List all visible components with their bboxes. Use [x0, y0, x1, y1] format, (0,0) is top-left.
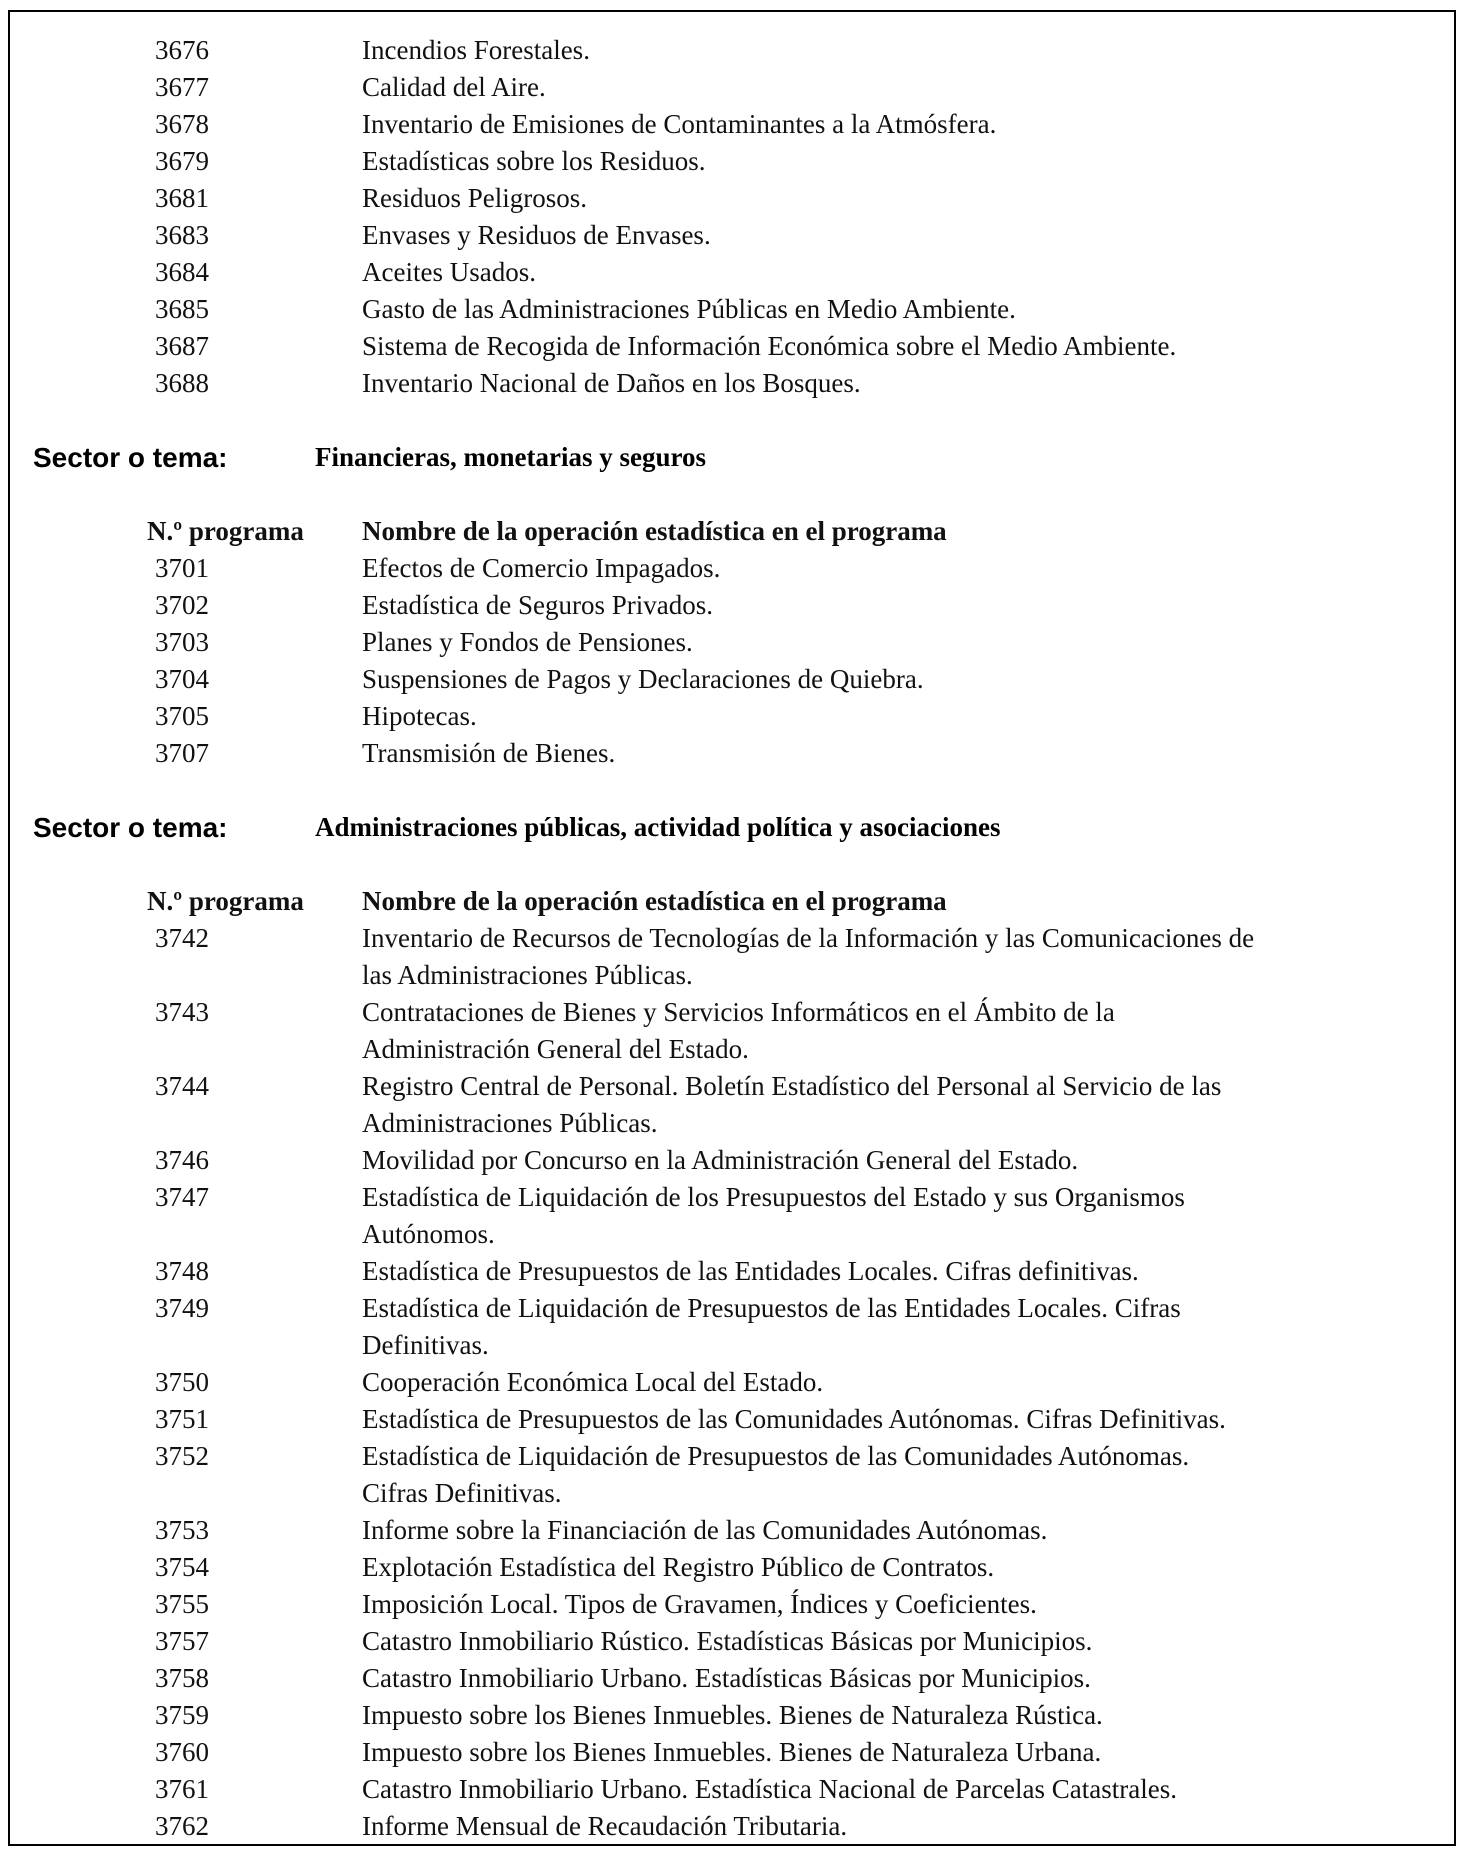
program-name: Incendios Forestales. — [362, 35, 590, 65]
program-number: 3704 — [155, 664, 209, 694]
program-number: 3762 — [155, 1811, 209, 1841]
program-name: Inventario Nacional de Daños en los Bosques. — [362, 368, 861, 398]
program-number: 3683 — [155, 220, 209, 250]
program-name: Registro Central de Personal. Boletín Estadístico del Personal al Servicio de las — [362, 1071, 1222, 1101]
program-number: 3702 — [155, 590, 209, 620]
program-name: Calidad del Aire. — [362, 72, 546, 102]
program-name: Informe sobre la Financiación de las Comunidades Autónomas. — [362, 1515, 1048, 1545]
program-number: 3760 — [155, 1737, 209, 1767]
program-name: Explotación Estadística del Registro Público de Contratos. — [362, 1552, 995, 1582]
program-number: 3758 — [155, 1663, 209, 1693]
program-name: Estadística de Liquidación de Presupuestos de las Entidades Locales. Cifras — [362, 1293, 1181, 1323]
program-name: Estadística de Liquidación de los Presupuestos del Estado y sus Organismos — [362, 1182, 1185, 1212]
program-name: Impuesto sobre los Bienes Inmuebles. Bienes de Naturaleza Urbana. — [362, 1737, 1102, 1767]
program-name: Envases y Residuos de Envases. — [362, 220, 711, 250]
program-name: Planes y Fondos de Pensiones. — [362, 627, 693, 657]
program-number: 3679 — [155, 146, 209, 176]
program-number: 3759 — [155, 1700, 209, 1730]
program-name-continuation: Administración General del Estado. — [362, 1034, 749, 1064]
program-name-continuation: Cifras Definitivas. — [362, 1478, 562, 1508]
program-number: 3705 — [155, 701, 209, 731]
program-number: 3688 — [155, 368, 209, 398]
program-name: Estadísticas sobre los Residuos. — [362, 146, 706, 176]
sector-name: Financieras, monetarias y seguros — [315, 442, 706, 472]
program-name: Cooperación Económica Local del Estado. — [362, 1367, 824, 1397]
program-name: Inventario de Emisiones de Contaminantes a la Atmósfera. — [362, 109, 997, 139]
program-number: 3747 — [155, 1182, 209, 1212]
program-number: 3754 — [155, 1552, 209, 1582]
program-number: 3701 — [155, 553, 209, 583]
program-name: Catastro Inmobiliario Urbano. Estadísticas Básicas por Municipios. — [362, 1663, 1091, 1693]
program-name-continuation: Definitivas. — [362, 1330, 489, 1360]
program-name: Movilidad por Concurso en la Administración General del Estado. — [362, 1145, 1079, 1175]
program-name: Hipotecas. — [362, 701, 477, 731]
program-number: 3744 — [155, 1071, 209, 1101]
program-name: Estadística de Seguros Privados. — [362, 590, 713, 620]
program-name: Informe Mensual de Recaudación Tributaria. — [362, 1811, 848, 1841]
program-name: Imposición Local. Tipos de Gravamen, Índices y Coeficientes. — [362, 1589, 1037, 1619]
program-name: Efectos de Comercio Impagados. — [362, 553, 721, 583]
program-number: 3743 — [155, 997, 209, 1027]
program-number: 3757 — [155, 1626, 209, 1656]
program-number: 3749 — [155, 1293, 209, 1323]
program-name: Sistema de Recogida de Información Económica sobre el Medio Ambiente. — [362, 331, 1177, 361]
column-header-name: Nombre de la operación estadística en el programa — [362, 516, 947, 546]
program-number: 3681 — [155, 183, 209, 213]
program-name: Transmisión de Bienes. — [362, 738, 616, 768]
sector-name: Administraciones públicas, actividad política y asociaciones — [315, 812, 1001, 842]
program-number: 3678 — [155, 109, 209, 139]
program-number: 3752 — [155, 1441, 209, 1471]
program-number: 3753 — [155, 1515, 209, 1545]
column-header-number: N.º programa — [147, 886, 304, 916]
program-number: 3684 — [155, 257, 209, 287]
program-name: Gasto de las Administraciones Públicas en Medio Ambiente. — [362, 294, 1016, 324]
program-name: Estadística de Presupuestos de las Comunidades Autónomas. Cifras Definitivas. — [362, 1404, 1226, 1434]
program-number: 3677 — [155, 72, 209, 102]
program-number: 3755 — [155, 1589, 209, 1619]
program-number: 3750 — [155, 1367, 209, 1397]
program-number: 3761 — [155, 1774, 209, 1804]
program-name: Contrataciones de Bienes y Servicios Informáticos en el Ámbito de la — [362, 997, 1115, 1027]
program-name: Catastro Inmobiliario Rústico. Estadísticas Básicas por Municipios. — [362, 1626, 1093, 1656]
program-name: Aceites Usados. — [362, 257, 536, 287]
column-header-number: N.º programa — [147, 516, 304, 546]
column-header-name: Nombre de la operación estadística en el programa — [362, 886, 947, 916]
program-number: 3687 — [155, 331, 209, 361]
program-number: 3751 — [155, 1404, 209, 1434]
program-name-continuation: las Administraciones Públicas. — [362, 960, 693, 990]
sector-label: Sector o tema: — [33, 812, 228, 843]
program-number: 3746 — [155, 1145, 209, 1175]
sector-label: Sector o tema: — [33, 442, 228, 473]
program-name: Impuesto sobre los Bienes Inmuebles. Bienes de Naturaleza Rústica. — [362, 1700, 1103, 1730]
program-name: Inventario de Recursos de Tecnologías de la Información y las Comunicaciones de — [362, 923, 1255, 953]
program-name: Suspensiones de Pagos y Declaraciones de Quiebra. — [362, 664, 924, 694]
program-name: Catastro Inmobiliario Urbano. Estadística Nacional de Parcelas Catastrales. — [362, 1774, 1177, 1804]
program-name: Estadística de Presupuestos de las Entidades Locales. Cifras definitivas. — [362, 1256, 1139, 1286]
program-name: Estadística de Liquidación de Presupuestos de las Comunidades Autónomas. — [362, 1441, 1190, 1471]
program-number: 3707 — [155, 738, 209, 768]
program-number: 3742 — [155, 923, 209, 953]
program-number: 3703 — [155, 627, 209, 657]
program-number: 3685 — [155, 294, 209, 324]
program-name: Residuos Peligrosos. — [362, 183, 588, 213]
program-number: 3676 — [155, 35, 209, 65]
program-name-continuation: Autónomos. — [362, 1219, 495, 1249]
program-name-continuation: Administraciones Públicas. — [362, 1108, 658, 1138]
program-number: 3748 — [155, 1256, 209, 1286]
